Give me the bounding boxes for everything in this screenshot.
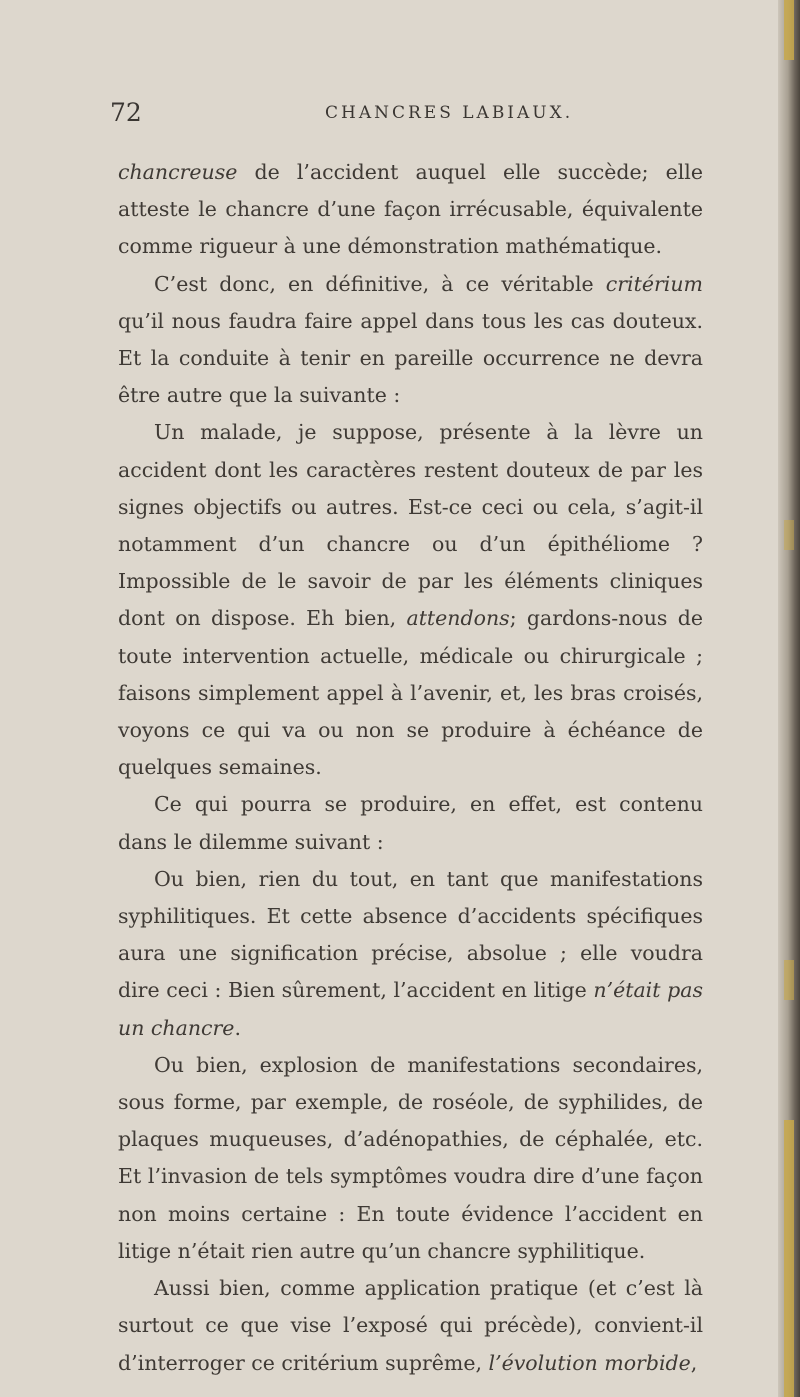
paragraph (118, 786, 703, 860)
italic-text: l’évolution morbide (488, 1350, 691, 1375)
body-text (118, 154, 703, 1382)
text-run: ; gardons-nous de toute intervention actuelle, médicale ou chirurgicale ; faisons simplement appel à l’avenir, et, les bras croisés, voyons ce qui va ou non se produire à échéance de quelques semaines. (118, 606, 703, 780)
text-run: Ou bien, explosion de manifestations secondaires, sous forme, par exemple, de roséole, de syphilides, de plaques muqueuses, d’adénopathies, de céphalée, etc. Et l’invasion de tels symptômes voudra dire d’une façon non moins certaine : En toute évidence l’accident en litige n’était rien autre qu’un chancre syphilitique. (118, 1052, 703, 1263)
text-run: Un malade, je suppose, présente à la lèvre un accident dont les caractères restent douteux de par les signes objectifs ou autres. Est-ce ceci ou cela, s’agit-il notamment d’un chancre ou d’un épithéliome ? Impossible de le savoir de par les éléments cliniques dont on dispose. Eh bien, (118, 420, 703, 631)
page-number: 72 (110, 98, 142, 127)
text-run: . (234, 1015, 241, 1040)
page-header (0, 98, 785, 138)
italic-text: critérium (605, 271, 703, 296)
paragraph (118, 154, 703, 266)
text-run: Aussi bien, comme application pratique (et c’est là surtout ce que vise l’exposé qui précède), convient-il d’interroger ce critérium suprême, (118, 1276, 703, 1375)
edge-stain (784, 1120, 794, 1397)
text-run: de l’accident auquel elle succède; elle atteste le chancre d’une façon irrécusable, équivalente comme rigueur à une démonstration mathématique. (118, 160, 703, 259)
paragraph (118, 266, 703, 415)
edge-stain (784, 960, 794, 1000)
text-run: qu’il nous faudra faire appel dans tous les cas douteux. Et la conduite à tenir en pareille occurrence ne devra être autre que la suivante : (118, 308, 703, 408)
italic-text: attendons (406, 606, 510, 631)
text-run: Ce qui pourra se produire, en effet, est contenu dans le dilemme suivant : (118, 792, 703, 854)
text-run: Ou bien, rien du tout, en tant que manifestations syphilitiques. Et cette absence d’accidents spécifiques aura une signification précise, absolue ; elle voudra dire ceci : Bien sûrement, l’accident en litige (118, 866, 703, 1003)
edge-stain (784, 520, 794, 550)
text-run: , (690, 1350, 698, 1375)
paragraph (118, 861, 703, 1047)
paragraph (118, 414, 703, 786)
paragraph (118, 1270, 703, 1382)
italic-text: n’était pas un chancre (118, 978, 703, 1040)
italic-text: chancreuse (118, 160, 238, 184)
page-edge (778, 0, 800, 1397)
running-head: CHANCRES LABIAUX. (325, 103, 574, 123)
paragraph (118, 1047, 703, 1270)
text-run: C’est donc, en définitive, à ce véritable (154, 271, 606, 296)
edge-stain (784, 0, 794, 60)
